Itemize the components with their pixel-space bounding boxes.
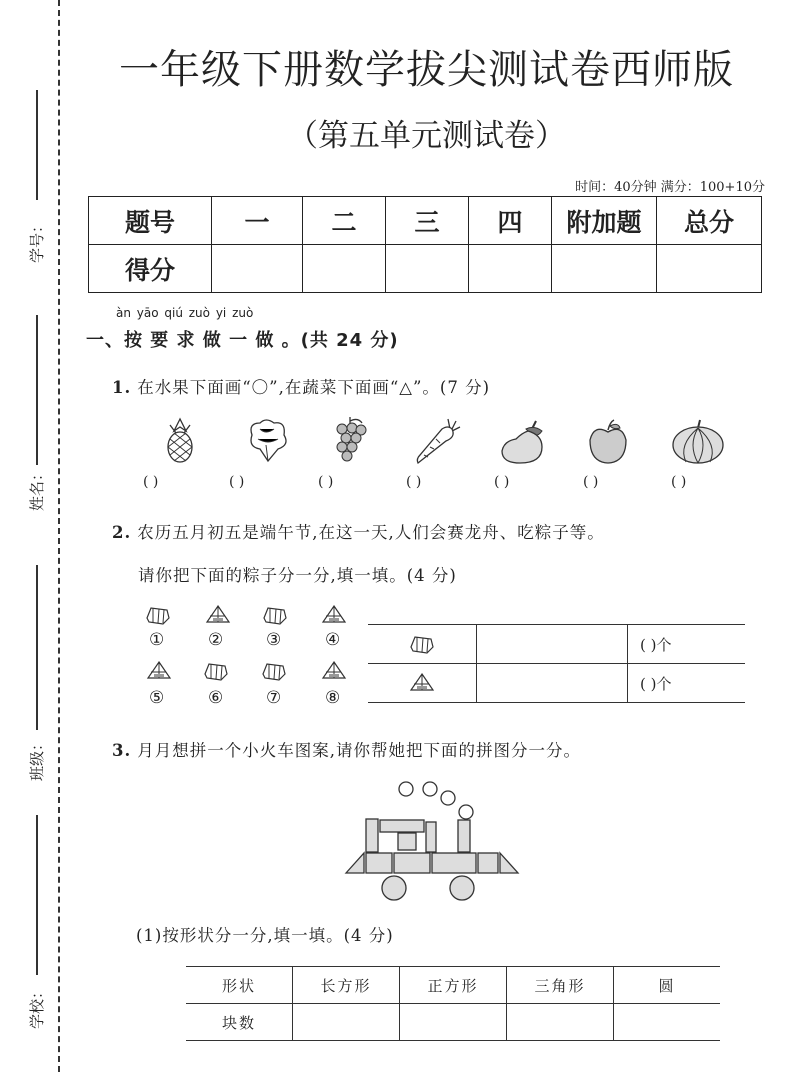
wheel-circle-shape	[450, 876, 474, 900]
apple-icon	[586, 418, 630, 466]
shape-header-cell: 正方形	[400, 967, 507, 1004]
long-zongzi-icon	[201, 660, 231, 682]
zongzi-label: ①	[149, 630, 165, 650]
shape-count-cell[interactable]	[293, 1004, 400, 1041]
question-text: 农历五月初五是端午节,在这一天,人们会赛龙舟、吃粽子等。	[137, 523, 605, 542]
shape-table-header-row	[186, 967, 720, 1004]
rectangle-shape	[366, 853, 392, 873]
score-header-cell: 附加题	[552, 197, 657, 245]
class-label: 班级：	[28, 735, 47, 782]
section-pinyin: àn yāo qiú zuò yi zuò	[116, 306, 254, 320]
shape-table-count-row	[186, 1004, 720, 1041]
zongzi-type-cell	[368, 625, 477, 664]
smoke-circle-shape	[459, 805, 473, 819]
question-2-line-2: 请你把下面的粽子分一分,填一填。(4 分)	[138, 566, 457, 585]
score-table-score-row	[89, 245, 762, 293]
shape-header-cell: 三角形	[507, 967, 614, 1004]
smoke-circle-shape	[399, 782, 413, 796]
zongzi-label: ⑤	[149, 688, 165, 708]
triangle-zongzi-icon	[321, 604, 347, 626]
shape-count-cell[interactable]	[400, 1004, 507, 1041]
zongzi-label: ②	[208, 630, 224, 650]
question-text: 在水果下面画“〇”,在蔬菜下面画“△”。(7 分)	[137, 378, 491, 397]
long-rectangle-shape	[380, 820, 424, 832]
answer-blank[interactable]: ( )	[318, 474, 334, 490]
train-puzzle-figure	[342, 776, 524, 906]
zongzi-count-blank[interactable]: ( )个	[628, 664, 746, 703]
binding-dashed-line	[58, 0, 60, 1072]
zongzi-label: ⑥	[208, 688, 224, 708]
shape-count-cell[interactable]	[507, 1004, 614, 1041]
question-number: 2.	[112, 523, 132, 542]
exam-meta: 时间：40分钟 满分：100+10分	[575, 180, 765, 195]
score-header-cell: 总分	[657, 197, 762, 245]
score-cell[interactable]	[212, 245, 303, 293]
school-label: 学校：	[28, 983, 47, 1030]
answer-blank[interactable]: ( )	[583, 474, 599, 490]
triangle-zongzi-icon	[146, 660, 172, 682]
answer-blank[interactable]: ( )	[494, 474, 510, 490]
score-header-cell: 四	[469, 197, 552, 245]
eggplant-icon	[498, 415, 550, 467]
score-cell[interactable]	[469, 245, 552, 293]
score-cell[interactable]	[303, 245, 386, 293]
zongzi-label: ③	[266, 630, 282, 650]
name-line	[36, 315, 38, 465]
smoke-circle-shape	[441, 791, 455, 805]
question-number: 3.	[112, 741, 132, 760]
long-zongzi-icon	[260, 604, 290, 626]
shape-header-cell: 长方形	[293, 967, 400, 1004]
tall-rectangle-shape	[366, 819, 378, 852]
class-line	[36, 565, 38, 730]
square-shape	[398, 833, 416, 850]
triangle-zongzi-icon	[205, 604, 231, 626]
square-shape	[478, 853, 498, 873]
question-number: 1.	[112, 378, 132, 397]
rectangle-shape	[394, 853, 430, 873]
name-label: 姓名：	[28, 465, 47, 512]
score-cell[interactable]	[657, 245, 762, 293]
triangle-shape	[346, 853, 364, 873]
score-table-header-row	[89, 197, 762, 245]
triangle-zongzi-icon	[409, 672, 435, 694]
page-title: 一年级下册数学拔尖测试卷西师版	[119, 47, 734, 93]
carrot-icon	[412, 415, 464, 467]
long-zongzi-icon	[407, 633, 437, 655]
score-row-label: 得分	[89, 245, 212, 293]
score-cell[interactable]	[552, 245, 657, 293]
grapes-icon	[330, 415, 370, 467]
zongzi-numbers-cell[interactable]	[477, 664, 628, 703]
score-header-cell: 一	[212, 197, 303, 245]
zongzi-label: ⑦	[266, 688, 282, 708]
cabbage-icon	[244, 415, 292, 465]
student-id-line	[36, 90, 38, 200]
smoke-circle-shape	[423, 782, 437, 796]
score-header-cell: 题号	[89, 197, 212, 245]
zongzi-answer-row	[368, 664, 745, 703]
triangle-shape	[500, 853, 518, 873]
zongzi-count-blank[interactable]: ( )个	[628, 625, 746, 664]
school-line	[36, 815, 38, 975]
zongzi-label: ④	[325, 630, 341, 650]
zongzi-label: ⑧	[325, 688, 341, 708]
student-id-label: 学号：	[28, 217, 47, 264]
answer-blank[interactable]: ( )	[406, 474, 422, 490]
zongzi-answer-row	[368, 625, 745, 664]
question-1	[112, 374, 490, 398]
rectangle-shape	[432, 853, 476, 873]
answer-blank[interactable]: ( )	[229, 474, 245, 490]
question-3	[112, 737, 581, 761]
section-heading: 一、按 要 求 做 一 做 。(共 24 分)	[86, 330, 399, 351]
tall-rectangle-shape	[426, 822, 436, 852]
shape-header-cell: 形状	[186, 967, 293, 1004]
pineapple-icon	[158, 415, 202, 465]
score-table	[88, 196, 762, 293]
answer-blank[interactable]: ( )	[671, 474, 687, 490]
score-header-cell: 三	[386, 197, 469, 245]
pumpkin-icon	[670, 418, 726, 466]
question-text: 月月想拼一个小火车图案,请你帮她把下面的拼图分一分。	[137, 741, 581, 760]
page-subtitle: （第五单元测试卷）	[287, 118, 566, 154]
zongzi-type-cell	[368, 664, 477, 703]
shape-header-cell: 圆	[614, 967, 721, 1004]
shape-row-label: 块数	[186, 1004, 293, 1041]
long-zongzi-icon	[259, 660, 289, 682]
wheel-circle-shape	[382, 876, 406, 900]
tall-rectangle-shape	[458, 820, 470, 852]
triangle-zongzi-icon	[321, 660, 347, 682]
score-cell[interactable]	[386, 245, 469, 293]
answer-blank[interactable]: ( )	[143, 474, 159, 490]
question-3-part-1: (1)按形状分一分,填一填。(4 分)	[136, 926, 394, 945]
shape-count-table	[186, 966, 720, 1041]
zongzi-numbers-cell[interactable]	[477, 625, 628, 664]
shape-count-cell[interactable]	[614, 1004, 721, 1041]
zongzi-answer-table	[368, 624, 745, 703]
long-zongzi-icon	[143, 604, 173, 626]
question-2	[112, 519, 605, 543]
score-header-cell: 二	[303, 197, 386, 245]
